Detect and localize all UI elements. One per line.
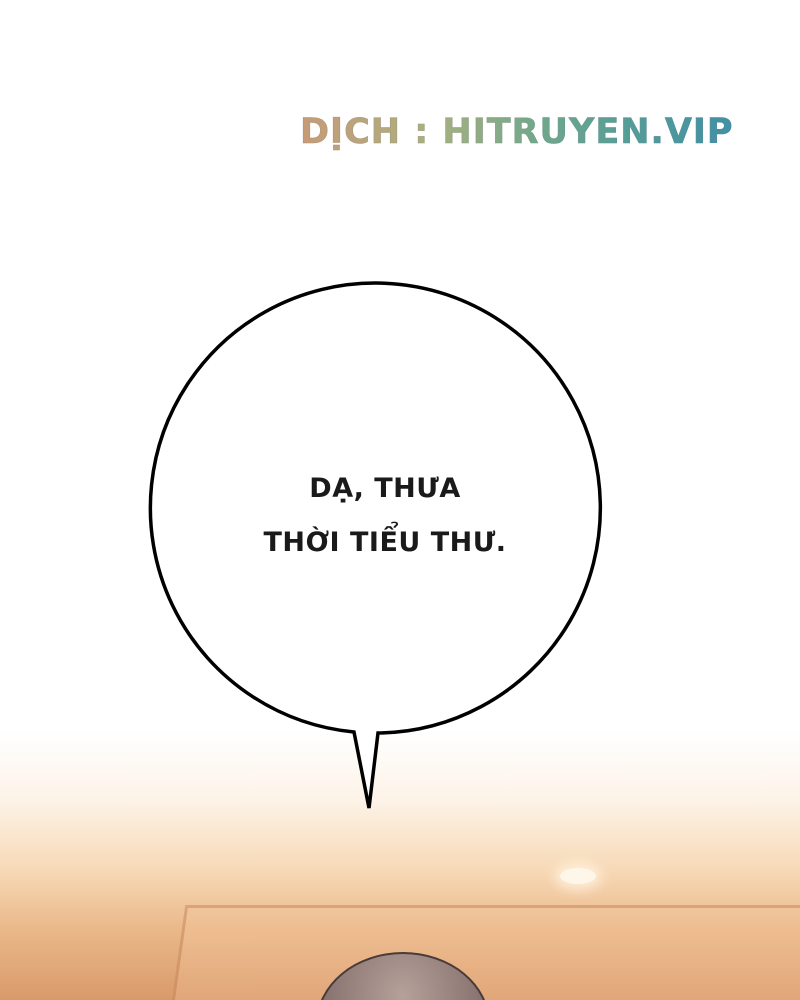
dialogue-line-2: THỜI TIỂU THƯ.: [263, 527, 507, 558]
translation-credit: DỊCH : HITRUYEN.VIP: [300, 112, 740, 152]
dialogue-line-1: DẠ, THƯA: [309, 473, 461, 504]
dialogue-text: [190, 462, 580, 570]
